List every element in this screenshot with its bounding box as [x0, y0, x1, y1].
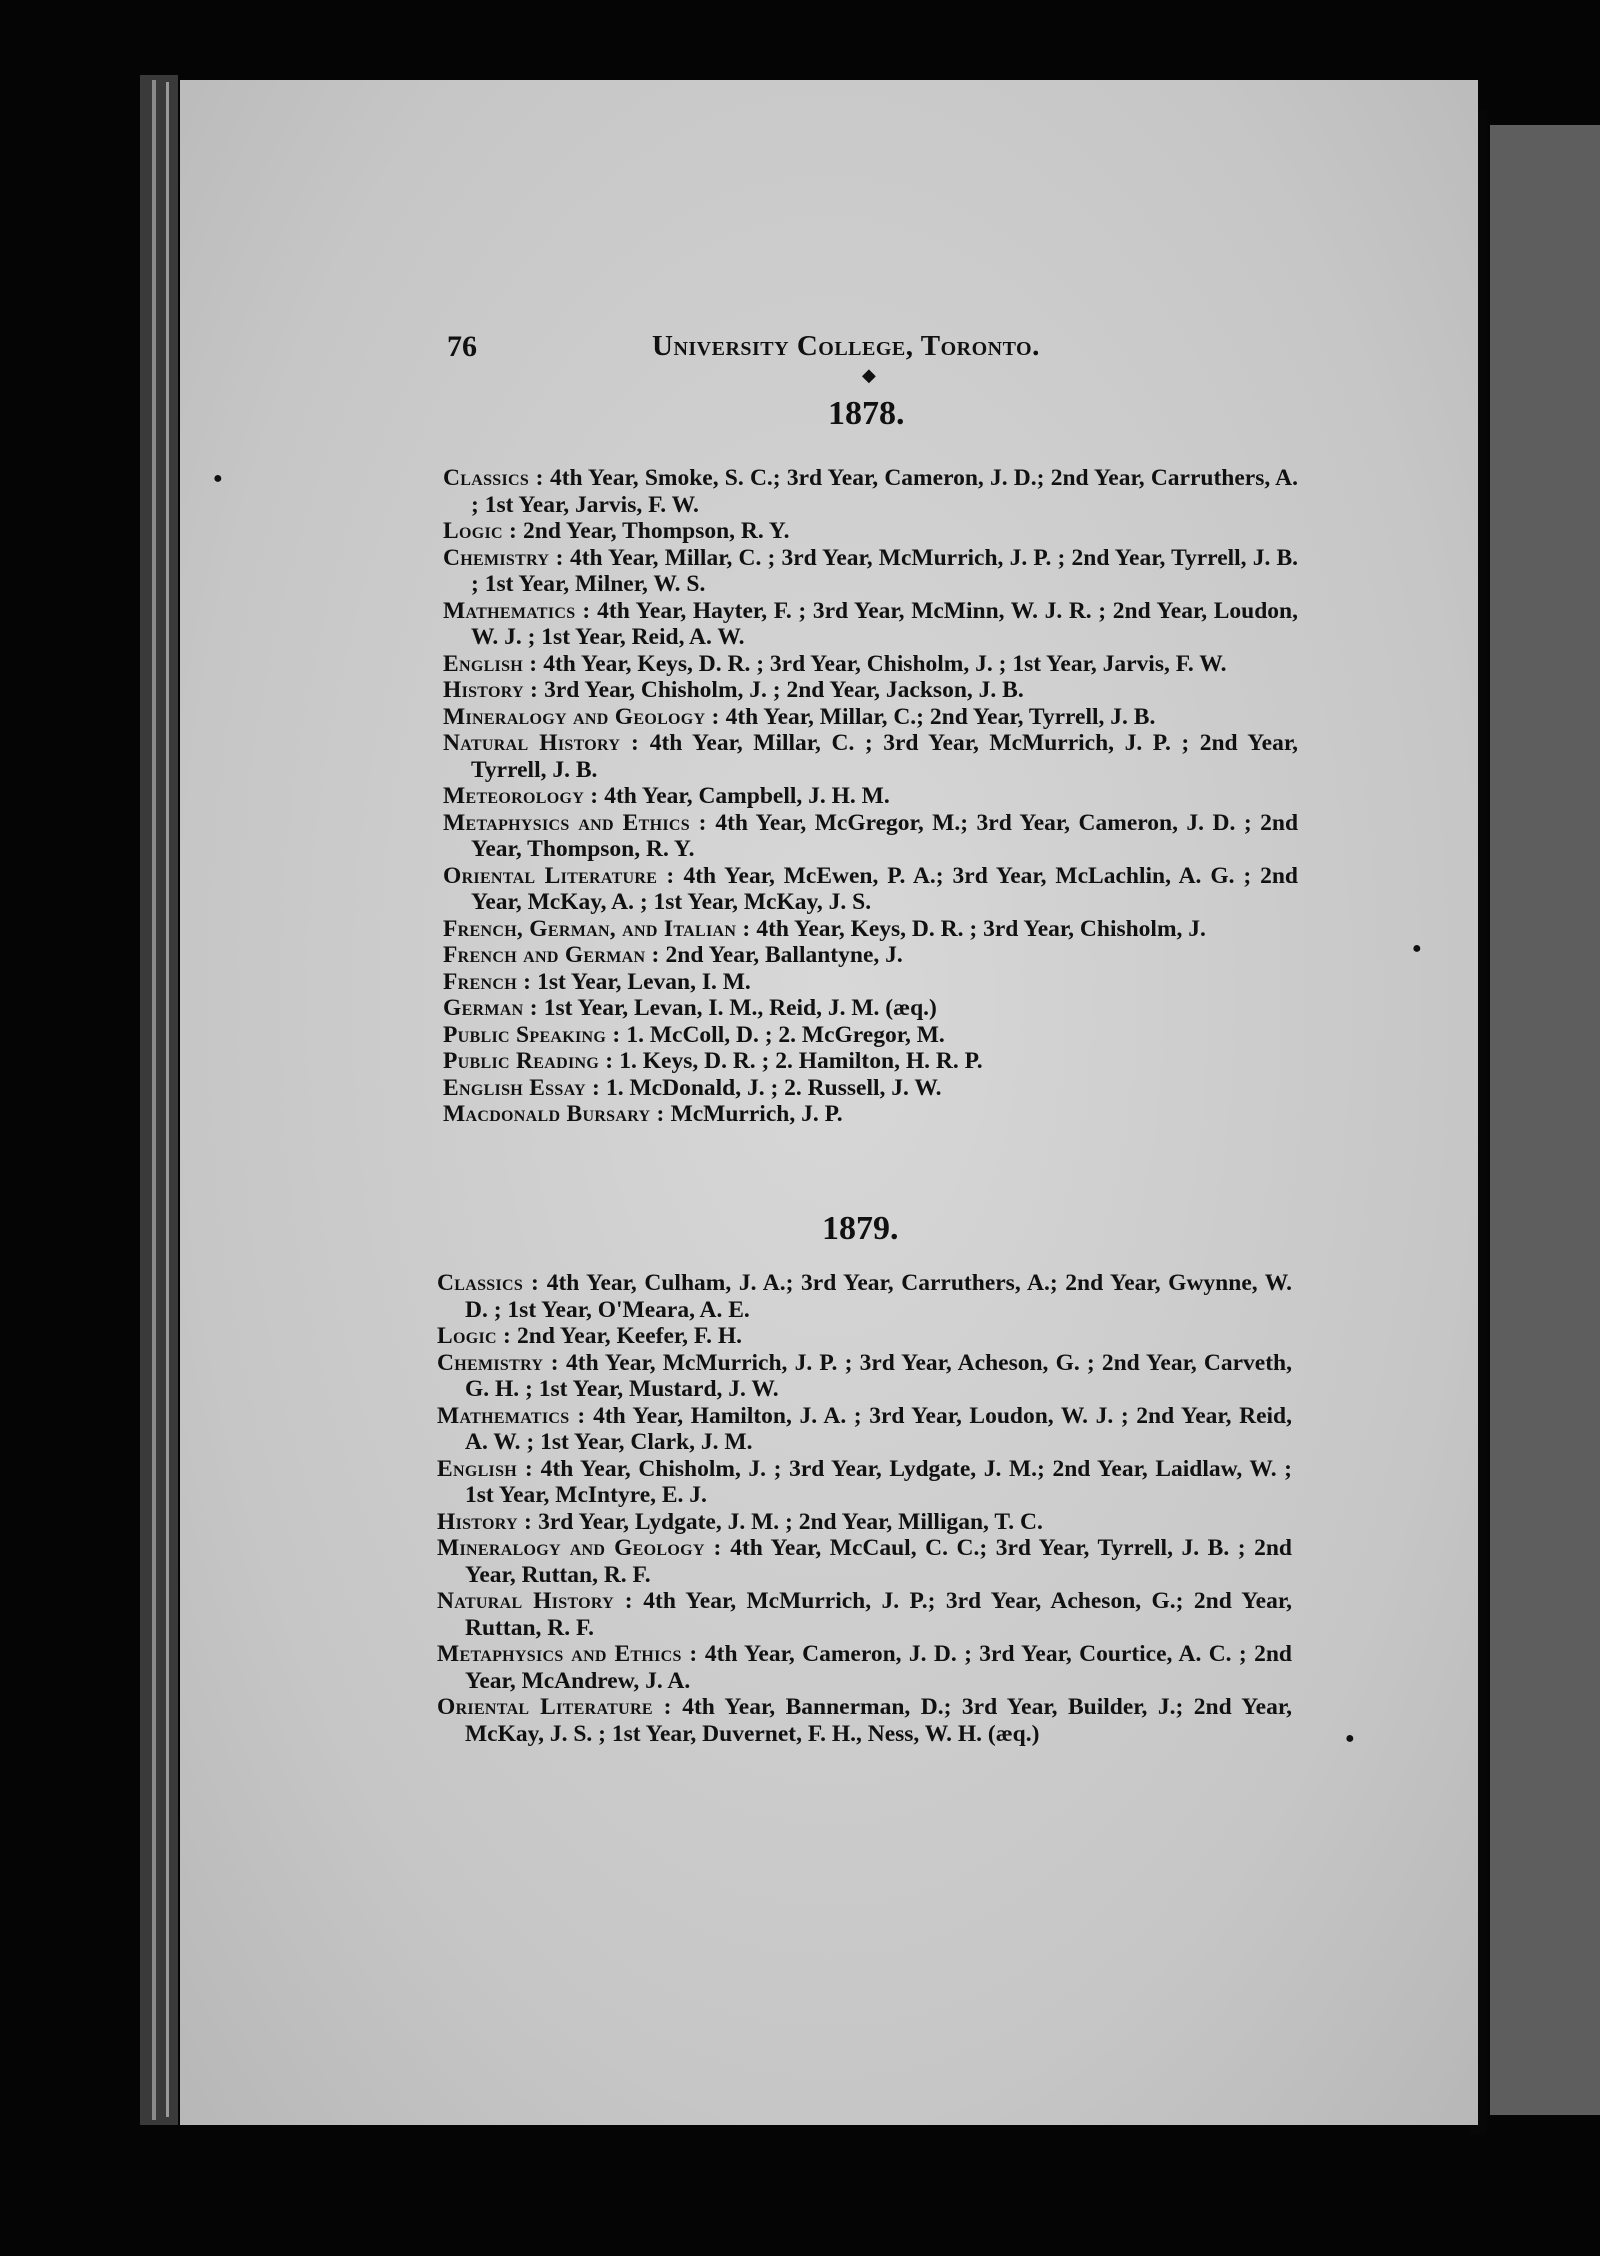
subject-label: Mathematics :	[443, 597, 591, 624]
award-entry	[443, 863, 1298, 916]
award-entry	[443, 1075, 1298, 1102]
subject-label: English :	[443, 650, 538, 677]
running-head: University College, Toronto.	[652, 330, 1040, 362]
award-recipients: 4th Year, McEwen, P. A.; 3rd Year, McLachlin, A. G. ; 2nd Year, McKay, A. ; 1st Year, McKay, J. S.	[471, 862, 1299, 915]
award-recipients: 1st Year, Levan, I. M., Reid, J. M. (æq.)	[543, 995, 937, 1021]
page-stack-line	[152, 80, 156, 2120]
subject-label: Metaphysics and Ethics :	[437, 1641, 698, 1667]
award-recipients: McMurrich, J. P.	[670, 1101, 843, 1127]
award-recipients: 4th Year, Cameron, J. D. ; 3rd Year, Courtice, A. C. ; 2nd Year, McAndrew, J. A.	[465, 1641, 1293, 1694]
award-recipients: 4th Year, Culham, J. A.; 3rd Year, Carruthers, A.; 2nd Year, Gwynne, W. D. ; 1st Year, O'Meara, A. E.	[465, 1270, 1293, 1323]
award-recipients: 4th Year, Hayter, F. ; 3rd Year, McMinn, W. J. R. ; 2nd Year, Loudon, W. J. ; 1st Year, Reid, A. W.	[471, 597, 1298, 650]
subject-label: Chemistry :	[443, 544, 564, 571]
award-entry	[443, 518, 1298, 545]
award-recipients: 4th Year, Campbell, J. H. M.	[604, 783, 890, 809]
subject-label: Chemistry :	[437, 1349, 559, 1376]
subject-label: Classics :	[437, 1270, 540, 1296]
subject-label: History :	[437, 1508, 533, 1535]
award-recipients: 2nd Year, Ballantyne, J.	[665, 942, 903, 968]
award-recipients: 1. McColl, D. ; 2. McGregor, M.	[626, 1021, 945, 1048]
subject-label: Metaphysics and Ethics :	[443, 809, 707, 836]
award-recipients: 3rd Year, Lydgate, J. M. ; 2nd Year, Milligan, T. C.	[538, 1508, 1043, 1535]
section-year-heading: 1879.	[822, 1210, 899, 1247]
award-entry	[443, 916, 1298, 943]
award-entry	[443, 810, 1298, 863]
subject-label: Public Reading :	[443, 1048, 614, 1074]
subject-label: Mineralogy and Geology :	[443, 703, 720, 730]
award-entry	[443, 783, 1298, 810]
subject-label: Mineralogy and Geology :	[437, 1535, 722, 1561]
award-entry	[443, 995, 1298, 1022]
award-recipients: 1st Year, Levan, I. M.	[537, 968, 751, 995]
section-year-heading: 1878.	[828, 395, 905, 432]
subject-label: Macdonald Bursary :	[443, 1101, 665, 1127]
margin-mark-icon: ●	[213, 470, 223, 487]
page-stack-line	[166, 82, 169, 2117]
subject-label: French :	[443, 968, 532, 995]
award-entry	[443, 942, 1298, 969]
award-entry	[443, 598, 1298, 651]
award-recipients: 4th Year, Millar, C. ; 3rd Year, McMurrich, J. P. ; 2nd Year, Tyrrell, J. B.	[471, 730, 1298, 783]
award-entry	[437, 1535, 1292, 1588]
award-entry	[443, 704, 1298, 731]
award-recipients: 4th Year, Smoke, S. C.; 3rd Year, Cameron, J. D.; 2nd Year, Carruthers, A. ; 1st Year, Jarvis, F. W.	[471, 465, 1299, 518]
award-recipients: 2nd Year, Keefer, F. H.	[517, 1323, 743, 1349]
subject-label: English Essay :	[443, 1074, 601, 1101]
award-recipients: 4th Year, Hamilton, J. A. ; 3rd Year, Loudon, W. J. ; 2nd Year, Reid, A. W. ; 1st Year, Clark, J. M.	[465, 1402, 1292, 1455]
subject-label: Logic :	[437, 1323, 512, 1349]
margin-mark-icon: ●	[1412, 940, 1422, 957]
award-entry	[437, 1403, 1292, 1456]
award-recipients: 3rd Year, Chisholm, J. ; 2nd Year, Jackson, J. B.	[544, 677, 1024, 703]
subject-label: English :	[437, 1455, 534, 1482]
subject-label: History :	[443, 677, 539, 703]
award-recipients: 4th Year, Bannerman, D.; 3rd Year, Builder, J.; 2nd Year, McKay, J. S. ; 1st Year, Duvernet, F. H., Ness, W. H. (æq.)	[465, 1694, 1292, 1747]
award-entry	[443, 651, 1298, 678]
ornament-diamond-icon: ◆	[862, 365, 876, 385]
page-stack-edge	[140, 75, 178, 2125]
award-entry	[437, 1456, 1292, 1509]
subject-label: German :	[443, 995, 538, 1021]
award-recipients: 4th Year, Millar, C.; 2nd Year, Tyrrell, J. B.	[725, 703, 1156, 730]
award-entry	[437, 1350, 1292, 1403]
award-recipients: 2nd Year, Thompson, R. Y.	[523, 518, 790, 544]
award-entry	[443, 1048, 1298, 1075]
award-recipients: 4th Year, Keys, D. R. ; 3rd Year, Chisholm, J. ; 1st Year, Jarvis, F. W.	[543, 650, 1227, 677]
subject-label: Oriental Literature :	[437, 1694, 672, 1720]
margin-mark-icon: ●	[1345, 1730, 1355, 1747]
subject-label: Public Speaking :	[443, 1021, 621, 1048]
award-recipients: 1. McDonald, J. ; 2. Russell, J. W.	[605, 1074, 942, 1101]
page-number: 76	[447, 330, 477, 363]
subject-label: Natural History :	[437, 1588, 633, 1614]
award-recipients: 4th Year, McGregor, M.; 3rd Year, Cameron, J. D. ; 2nd Year, Thompson, R. Y.	[471, 809, 1299, 862]
subject-label: Meteorology :	[443, 783, 599, 809]
subject-label: Oriental Literature :	[443, 862, 675, 889]
subject-label: French and German :	[443, 942, 660, 968]
facing-page-edge	[1490, 125, 1600, 2115]
award-entry	[443, 677, 1298, 704]
award-entry	[443, 730, 1298, 783]
award-entry	[443, 1022, 1298, 1049]
award-entry	[437, 1694, 1292, 1747]
subject-label: French, German, and Italian :	[443, 915, 751, 942]
subject-label: Logic :	[443, 518, 518, 544]
award-entry	[443, 545, 1298, 598]
award-entry	[437, 1270, 1292, 1323]
award-entry	[437, 1323, 1292, 1350]
award-recipients: 4th Year, McMurrich, J. P. ; 3rd Year, Acheson, G. ; 2nd Year, Carveth, G. H. ; 1st Year, Mustard, J. W.	[465, 1349, 1292, 1402]
award-entry	[437, 1509, 1292, 1536]
award-entry	[437, 1641, 1292, 1694]
subject-label: Mathematics :	[437, 1402, 586, 1429]
award-entry	[443, 465, 1298, 518]
award-entry	[443, 1101, 1298, 1128]
award-recipients: 4th Year, Keys, D. R. ; 3rd Year, Chisholm, J.	[756, 915, 1206, 942]
award-recipients: 4th Year, Millar, C. ; 3rd Year, McMurrich, J. P. ; 2nd Year, Tyrrell, J. B. ; 1st Year, Milner, W. S.	[471, 544, 1299, 597]
award-entry	[443, 969, 1298, 996]
award-recipients: 1. Keys, D. R. ; 2. Hamilton, H. R. P.	[619, 1048, 983, 1074]
awards-list-1879	[437, 1270, 1292, 1747]
subject-label: Classics :	[443, 465, 544, 491]
subject-label: Natural History :	[443, 730, 640, 756]
award-recipients: 4th Year, McMurrich, J. P.; 3rd Year, Acheson, G.; 2nd Year, Ruttan, R. F.	[465, 1588, 1293, 1641]
award-recipients: 4th Year, Chisholm, J. ; 3rd Year, Lydgate, J. M.; 2nd Year, Laidlaw, W. ; 1st Year, McIntyre, E. J.	[465, 1455, 1293, 1508]
award-entry	[437, 1588, 1292, 1641]
award-recipients: 4th Year, McCaul, C. C.; 3rd Year, Tyrrell, J. B. ; 2nd Year, Ruttan, R. F.	[465, 1535, 1292, 1588]
awards-list-1878	[443, 465, 1298, 1128]
